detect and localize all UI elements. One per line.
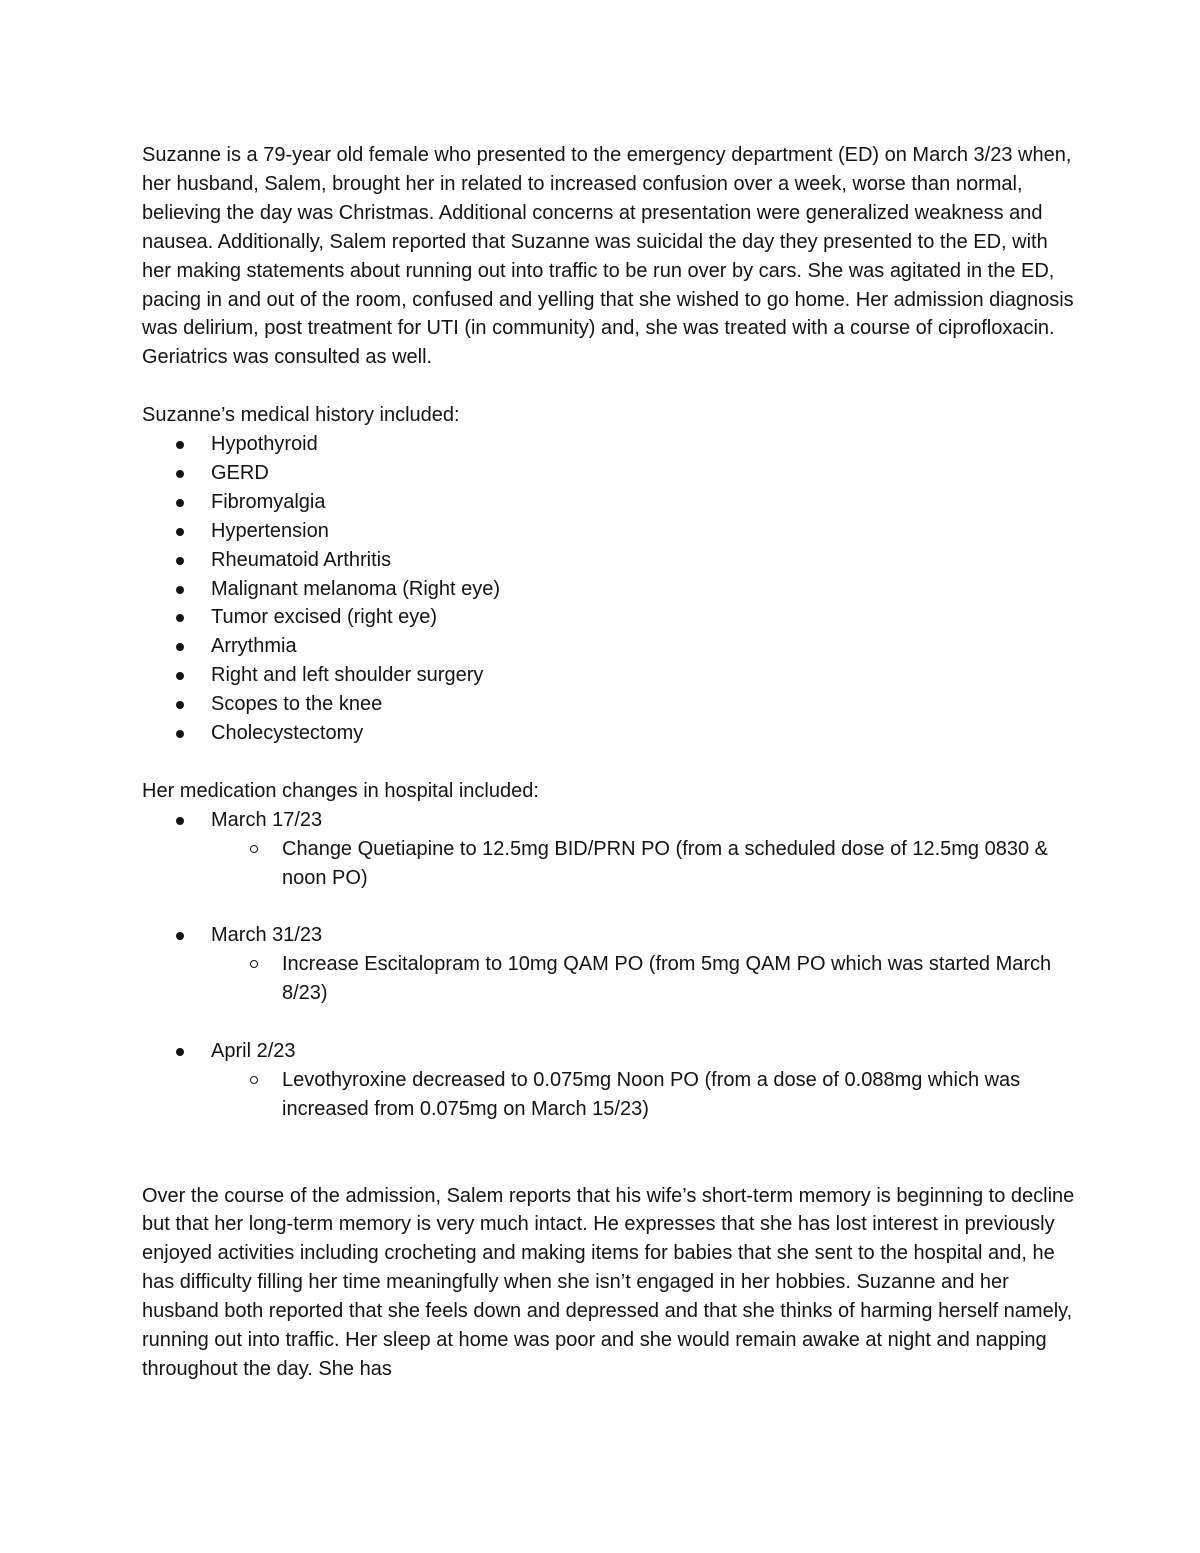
list-item: Cholecystectomy	[142, 719, 1082, 748]
medication-date: April 2/23	[211, 1040, 296, 1063]
list-item: Arrythmia	[142, 632, 1082, 661]
bullet-icon	[176, 701, 184, 709]
medication-detail-list	[211, 950, 1082, 1008]
document-body	[142, 141, 1082, 1384]
bullet-icon	[176, 730, 184, 738]
list-spacer	[211, 1008, 1082, 1037]
list-item: Malignant melanoma (Right eye)	[142, 575, 1082, 604]
bullet-icon	[176, 672, 184, 680]
medication-detail-list	[211, 835, 1082, 893]
medication-change	[142, 921, 1082, 1037]
paragraph-spacer	[142, 1124, 1082, 1182]
bullet-icon	[176, 470, 184, 478]
history-list	[142, 430, 1082, 748]
bullet-icon	[176, 586, 184, 594]
intro-paragraph: Suzanne is a 79-year old female who presented to the emergency department (ED) on March 3/23 when, her husband, Salem, brought her in related to increased confusion over a week, worse than normal, believing the day was Christmas. Additional concerns at presentation were generalized weakness and nausea. Additionally, Salem reported that Suzanne was suicidal the day they presented to the ED, with her making statements about running out into traffic to be run over by cars. She was agitated in the ED, pacing in and out of the room, confused and yelling that she wished to go home. Her admission diagnosis was delirium, post treatment for UTI (in community) and, she was treated with a course of ciprofloxacin. Geriatrics was consulted as well.	[142, 144, 1074, 369]
list-item: Right and left shoulder surgery	[142, 661, 1082, 690]
bullet-icon	[176, 1048, 184, 1056]
history-heading: Suzanne’s medical history included:	[142, 404, 460, 427]
bullet-icon	[176, 528, 184, 536]
bullet-icon	[176, 614, 184, 622]
paragraph-spacer	[142, 748, 1082, 777]
hollow-bullet-icon	[250, 1076, 258, 1084]
course-paragraph: Over the course of the admission, Salem reports that his wife’s short-term memory is beginning to decline but that her long-term memory is very much intact. He expresses that she has lost interest in previously enjoyed activities including crocheting and making items for babies that she sent to the hospital and, he has difficulty filling her time meaningfully when she isn’t engaged in her hobbies. Suzanne and her husband both reported that she feels down and depressed and that she thinks of harming herself namely, running out into traffic. Her sleep at home was poor and she would remain awake at night and napping throughout the day. She has	[142, 1184, 1075, 1380]
list-item: Fibromyalgia	[142, 488, 1082, 517]
medication-date: March 31/23	[211, 924, 323, 947]
hollow-bullet-icon	[250, 960, 258, 968]
bullet-icon	[176, 441, 184, 449]
bullet-icon	[176, 932, 184, 940]
list-item: Rheumatoid Arthritis	[142, 546, 1082, 575]
bullet-icon	[176, 643, 184, 651]
list-item: GERD	[142, 459, 1082, 488]
medication-change	[142, 1037, 1082, 1124]
medications-heading: Her medication changes in hospital included:	[142, 779, 539, 802]
bullet-icon	[176, 557, 184, 565]
medication-detail: Levothyroxine decreased to 0.075mg Noon PO (from a dose of 0.088mg which was increased from 0.075mg on March 15/23)	[211, 1066, 1082, 1124]
medication-date: March 17/23	[211, 808, 323, 831]
medication-list	[142, 806, 1082, 1124]
list-spacer	[211, 893, 1082, 922]
list-item: Hypertension	[142, 517, 1082, 546]
list-item: Hypothyroid	[142, 430, 1082, 459]
medication-detail-list	[211, 1066, 1082, 1124]
medication-detail: Increase Escitalopram to 10mg QAM PO (from 5mg QAM PO which was started March 8/23)	[211, 950, 1082, 1008]
medication-change	[142, 806, 1082, 922]
medication-detail: Change Quetiapine to 12.5mg BID/PRN PO (from a scheduled dose of 12.5mg 0830 & noon PO)	[211, 835, 1082, 893]
list-item: Scopes to the knee	[142, 690, 1082, 719]
bullet-icon	[176, 817, 184, 825]
list-item: Tumor excised (right eye)	[142, 603, 1082, 632]
paragraph-spacer	[142, 372, 1082, 401]
bullet-icon	[176, 499, 184, 507]
hollow-bullet-icon	[250, 845, 258, 853]
